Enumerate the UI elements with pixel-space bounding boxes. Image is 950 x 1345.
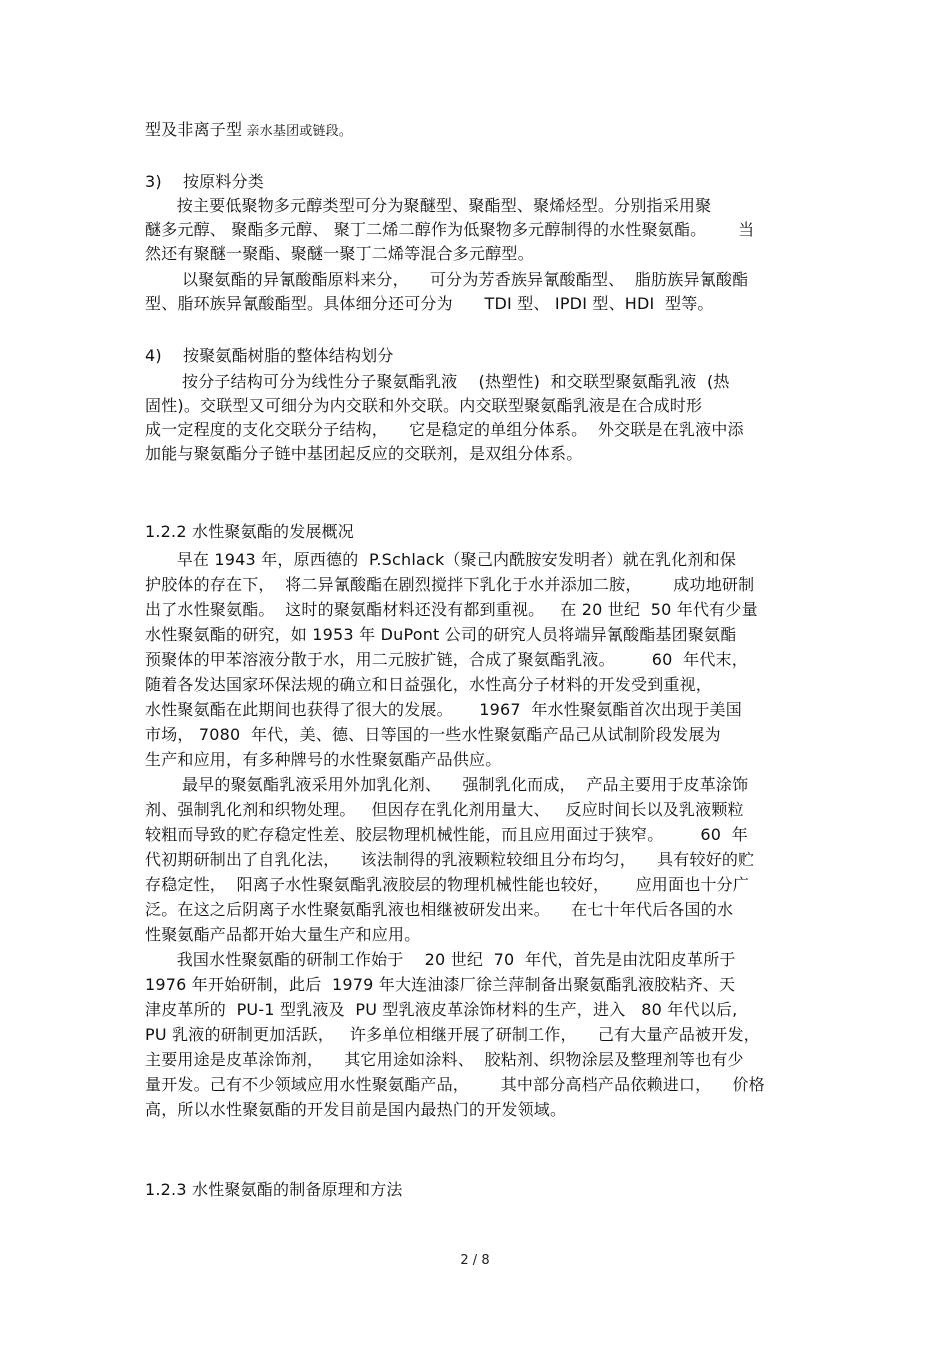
text-line: 存稳定性， 阳离子水性聚氨酯乳液胶层的物理机械性能也较好， 应用面也十分广 <box>145 875 750 894</box>
text-line: 1976 年开始研制，此后 1979 年大连油漆厂徐兰萍制备出聚氨酯乳液胶粘齐、天 <box>145 975 736 994</box>
text-line: 较粗而导致的贮存稳定性差、胶层物理机械性能，而且应用面过于狭窄。 60 年 <box>145 825 748 844</box>
text-line: 醚多元醇、 聚酯多元醇、 聚丁二烯二醇作为低聚物多元醇制得的水性聚氨酯。 当 <box>145 220 755 239</box>
text-line: 水性聚氨酯的研究，如 1953 年 DuPont 公司的研究人员将端异氰酸酯基团聚氨酯 <box>145 625 737 644</box>
section-heading: 1.2.2 水性聚氨酯的发展概况 <box>145 522 354 541</box>
text-line: 生产和应用，有多种牌号的水性聚氨酯产品供应。 <box>145 750 502 769</box>
text-line: 固性)。交联型又可细分为内交联和外交联。内交联型聚氨酯乳液是在合成时形 <box>145 396 703 415</box>
text-line: 出了水性聚氨酯。 这时的聚氨酯材料还没有都到重视。 在 20 世纪 50 年代有少量 <box>145 600 758 619</box>
text-line: 高，所以水性聚氨酯的开发目前是国内最热门的开发领域。 <box>145 1100 567 1119</box>
text-line: 主要用途是皮革涂饰剂， 其它用途如涂料、 胶粘剂、织物涂层及整理剂等也有少 <box>145 1050 744 1069</box>
text-line: 按分子结构可分为线性分子聚氨酯乳液 (热塑性) 和交联型聚氨酯乳液 (热 <box>145 372 730 391</box>
text-line: 水性聚氨酯在此期间也获得了很大的发展。 1967 年水性聚氨酯首次出现于美国 <box>145 700 742 719</box>
text-line: 护胶体的存在下， 将二异氰酸酯在剧烈搅拌下乳化于水并添加二胺， 成功地研制 <box>145 575 755 594</box>
text-line: 市场， 7080 年代，美、德、日等国的一些水性聚氨酯产品己从试制阶段发展为 <box>145 725 721 744</box>
text-line: 随着各发达国家环保法规的确立和日益强化，水性高分子材料的开发受到重视， <box>145 675 713 694</box>
text-line: 我国水性聚氨酯的研制工作始于 20 世纪 70 年代，首先是由沈阳皮革所于 <box>145 950 736 969</box>
text-line: 代初期研制出了自乳化法， 该法制得的乳液颗粒较细且分布均匀， 具有较好的贮 <box>145 850 755 869</box>
text-line: PU 乳液的研制更加活跃， 许多单位相继开展了研制工作， 己有大量产品被开发， <box>145 1025 760 1044</box>
text-line: 最早的聚氨酯乳液采用外加乳化剂、 强制乳化而成， 产品主要用于皮革涂饰 <box>145 775 749 794</box>
text-line: 成一定程度的支化交联分子结构， 它是稳定的单组分体系。 外交联是在乳液中添 <box>145 420 744 439</box>
text-line: 预聚体的甲苯溶液分散于水，用二元胺扩链，合成了聚氨酯乳液。 60 年代末， <box>145 650 748 669</box>
text-line: 泛。在这之后阴离子水性聚氨酯乳液也相继被研发出来。 在七十年代后各国的水 <box>145 900 734 919</box>
text-segment-small: 亲水基团或链段。 <box>242 124 353 139</box>
text-segment: 型及非离子型 <box>145 120 243 139</box>
text-line <box>145 120 352 142</box>
page-number: 2 / 8 <box>460 1253 490 1268</box>
text-line: 量开发。己有不少领域应用水性聚氨酯产品， 其中部分高档产品依赖进口， 价格 <box>145 1075 765 1094</box>
section-heading: 4) 按聚氨酯树脂的整体结构划分 <box>145 346 394 365</box>
text-line: 津皮革所的 PU-1 型乳液及 PU 型乳液皮革涂饰材料的生产，进入 80 年代以后, <box>145 1000 738 1019</box>
text-line: 早在 1943 年，原西德的 P.Schlack（聚己内酰胺安发明者）就在乳化剂和保 <box>145 550 737 569</box>
section-heading: 1.2.3 水性聚氨酯的制备原理和方法 <box>145 1180 403 1199</box>
text-line: 然还有聚醚一聚酯、聚醚一聚丁二烯等混合多元醇型。 <box>145 244 534 263</box>
section-heading: 3) 按原料分类 <box>145 172 264 191</box>
text-line: 剂、强制乳化剂和织物处理。 但因存在乳化剂用量大、 反应时间长以及乳液颗粒 <box>145 800 744 819</box>
text-line: 型、脂环族异氰酸酯型。具体细分还可分为 TDI 型、 IPDI 型、HDI 型等。 <box>145 294 714 313</box>
text-line: 以聚氨酯的异氰酸酯原料来分， 可分为芳香族异氰酸酯型、 脂肪族异氰酸酯 <box>145 270 749 289</box>
text-line: 性聚氨酯产品都开始大量生产和应用。 <box>145 925 421 944</box>
text-line: 加能与聚氨酯分子链中基团起反应的交联剂，是双组分体系。 <box>145 444 583 463</box>
text-line: 按主要低聚物多元醇类型可分为聚醚型、聚酯型、聚烯烃型。分别指采用聚 <box>145 196 712 215</box>
